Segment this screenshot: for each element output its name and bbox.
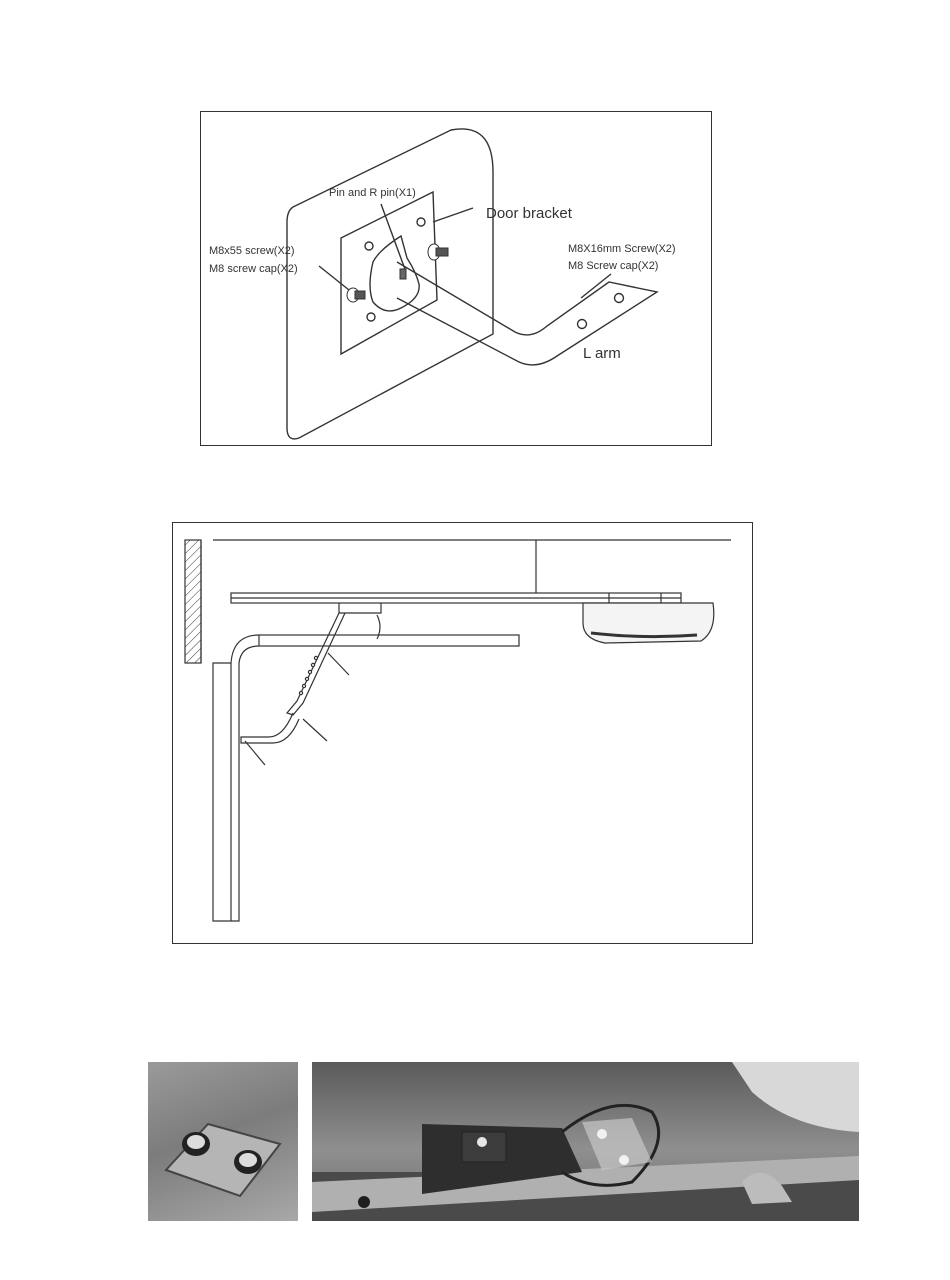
photo-bracket-closeup — [148, 1062, 298, 1221]
bracket-body — [370, 236, 419, 311]
plate-hole — [367, 313, 375, 321]
label-m8-screw-cap-right: M8 Screw cap(X2) — [568, 260, 659, 272]
screw-left — [347, 288, 365, 302]
door-top-section — [259, 635, 519, 646]
figure-opener-side-view — [172, 522, 753, 944]
label-door-bracket: Door bracket — [486, 205, 572, 222]
label-m8x16-screw: M8X16mm Screw(X2) — [568, 243, 676, 255]
arm-hole — [615, 294, 624, 303]
trolley-photo-drawing — [312, 1062, 859, 1221]
straight-arm — [287, 613, 345, 715]
door-panel — [213, 635, 259, 921]
plate-hole — [417, 218, 425, 226]
mounting-plate — [341, 192, 437, 354]
plate-hole — [365, 242, 373, 250]
header-wall — [185, 540, 201, 663]
screw-right — [428, 244, 448, 260]
label-m8x55-screw: M8x55 screw(X2) — [209, 245, 295, 257]
photo-trolley-installed — [312, 1062, 859, 1221]
bracket-photo-drawing — [148, 1062, 298, 1221]
label-pin-and-r-pin: Pin and R pin(X1) — [329, 187, 416, 199]
door-bracket-drawing — [201, 112, 711, 445]
pin — [400, 269, 406, 279]
figure-door-bracket-assembly — [200, 111, 712, 446]
arm-hole — [578, 320, 587, 329]
door-panel — [287, 129, 493, 439]
opener-side-drawing — [173, 523, 752, 943]
label-m8-screw-cap-left: M8 screw cap(X2) — [209, 263, 298, 275]
label-l-arm: L arm — [583, 345, 621, 362]
trolley — [339, 603, 381, 613]
curved-arm — [241, 713, 299, 743]
